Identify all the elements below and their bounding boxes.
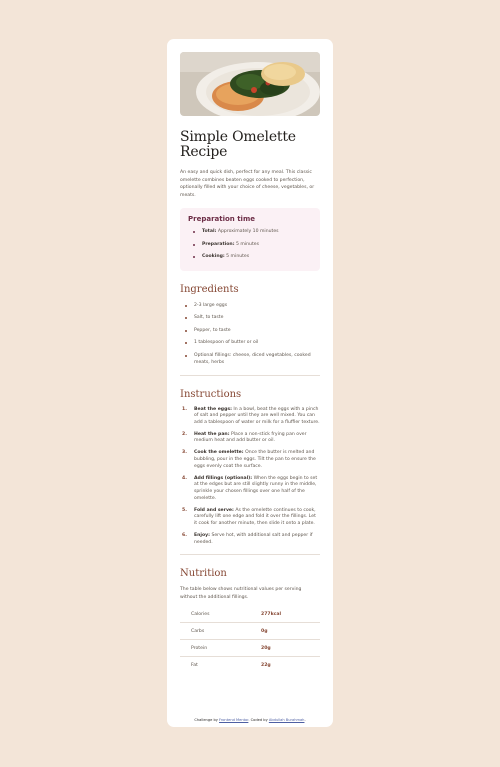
list-item: 1 tablespoon of butter or oil	[180, 339, 320, 347]
step-label: Cook the omelette:	[194, 450, 244, 456]
step-label: Enjoy:	[194, 532, 210, 538]
instructions-list	[180, 407, 320, 547]
step-number: 6.	[182, 532, 187, 538]
list-item	[180, 476, 320, 502]
nutrition-table	[180, 606, 320, 673]
step-text: Once the butter is melted and bubbling, pour in the eggs. Tilt the pan to ensure the eggs evenly coat the surface.	[194, 450, 316, 469]
ingredients-title: Ingredients	[180, 283, 239, 295]
list-item: Optional fillings: cheese, diced vegetables, cooked meats, herbs	[180, 352, 320, 367]
step-text: When the eggs begin to set at the edges but are still slightly runny in the middle, sprinkle your chosen fillings over one half of the omelette.	[194, 475, 318, 501]
attribution-middle: . Coded by	[248, 718, 269, 722]
list-item	[188, 241, 312, 249]
omelette-image	[180, 52, 320, 116]
table-row	[180, 623, 320, 640]
attribution-suffix: .	[304, 718, 306, 722]
list-item	[180, 508, 320, 528]
step-label: Beat the eggs:	[194, 406, 232, 412]
step-label: Heat the pan:	[194, 431, 230, 437]
step-label: Add fillings (optional):	[194, 475, 253, 481]
list-item	[180, 407, 320, 427]
list-item: Salt, to taste	[180, 314, 320, 322]
step-number: 5.	[182, 507, 187, 513]
preparation-list	[188, 228, 312, 261]
list-item: 2-3 large eggs	[180, 302, 320, 310]
instructions-title: Instructions	[180, 388, 242, 400]
nutrient-label: Calories	[180, 606, 261, 623]
prep-label: Preparation:	[202, 241, 235, 247]
nutrient-value: 0g	[261, 623, 320, 640]
author-link[interactable]: Abdullah Burahmah	[268, 718, 305, 722]
step-number: 1.	[182, 406, 187, 412]
nutrition-description: The table below shows nutritional values per serving without the additional fillings.	[180, 587, 302, 600]
step-text: Serve hot, with additional salt and pepper if needed.	[194, 532, 313, 545]
divider	[180, 375, 320, 376]
recipe-intro: An easy and quick dish, perfect for any meal. This classic omelette combines beaten eggs cooked to perfection, optionally filled with your choice of cheese, vegetables, or meats.	[180, 170, 315, 198]
list-item	[180, 432, 320, 445]
preparation-title: Preparation time	[188, 215, 256, 223]
nutrient-value: 20g	[261, 640, 320, 657]
nutrient-label: Fat	[191, 663, 198, 669]
frontend-mentor-link[interactable]: Frontend Mentor	[219, 718, 249, 722]
table-row	[180, 657, 320, 674]
list-item	[188, 253, 312, 261]
step-label: Fold and serve:	[194, 507, 234, 513]
attribution-prefix: Challenge by	[194, 718, 220, 722]
nutrient-label: Protein	[180, 640, 261, 657]
divider	[180, 554, 320, 555]
nutrient-value: 22g	[261, 663, 271, 669]
step-number: 3.	[182, 450, 187, 456]
step-number: 4.	[182, 475, 187, 481]
prep-text: Approximately 10 minutes	[216, 229, 279, 234]
step-number: 2.	[182, 431, 187, 437]
list-item: Pepper, to taste	[180, 327, 320, 335]
list-item	[180, 450, 320, 470]
preparation-box	[180, 208, 320, 271]
attribution	[167, 718, 333, 722]
table-row	[180, 606, 320, 623]
nutrient-label: Carbs	[180, 623, 261, 640]
step-text: In a bowl, beat the eggs with a pinch of salt and pepper until they are well mixed. You can add a tablespoon of water or milk for a fluffier texture.	[194, 406, 320, 425]
ingredients-list	[180, 302, 320, 367]
nutrition-title: Nutrition	[180, 568, 227, 580]
nutrient-value: 277kcal	[261, 606, 320, 623]
list-item	[180, 533, 320, 546]
table-row	[180, 640, 320, 657]
prep-text: 5 minutes	[224, 254, 250, 259]
prep-text: 5 minutes	[234, 241, 259, 247]
list-item	[188, 228, 312, 236]
prep-label: Cooking:	[202, 254, 225, 259]
step-text: As the omelette continues to cook, carefully lift one edge and fold it over the fillings. Let it cook for another minute, then slide it onto a plate.	[194, 507, 316, 526]
recipe-card	[167, 39, 333, 727]
prep-label: Total:	[202, 229, 217, 234]
step-text: Place a non-stick frying pan over medium heat and add butter or oil.	[194, 431, 307, 444]
recipe-title: Simple Omelette Recipe	[180, 129, 296, 160]
